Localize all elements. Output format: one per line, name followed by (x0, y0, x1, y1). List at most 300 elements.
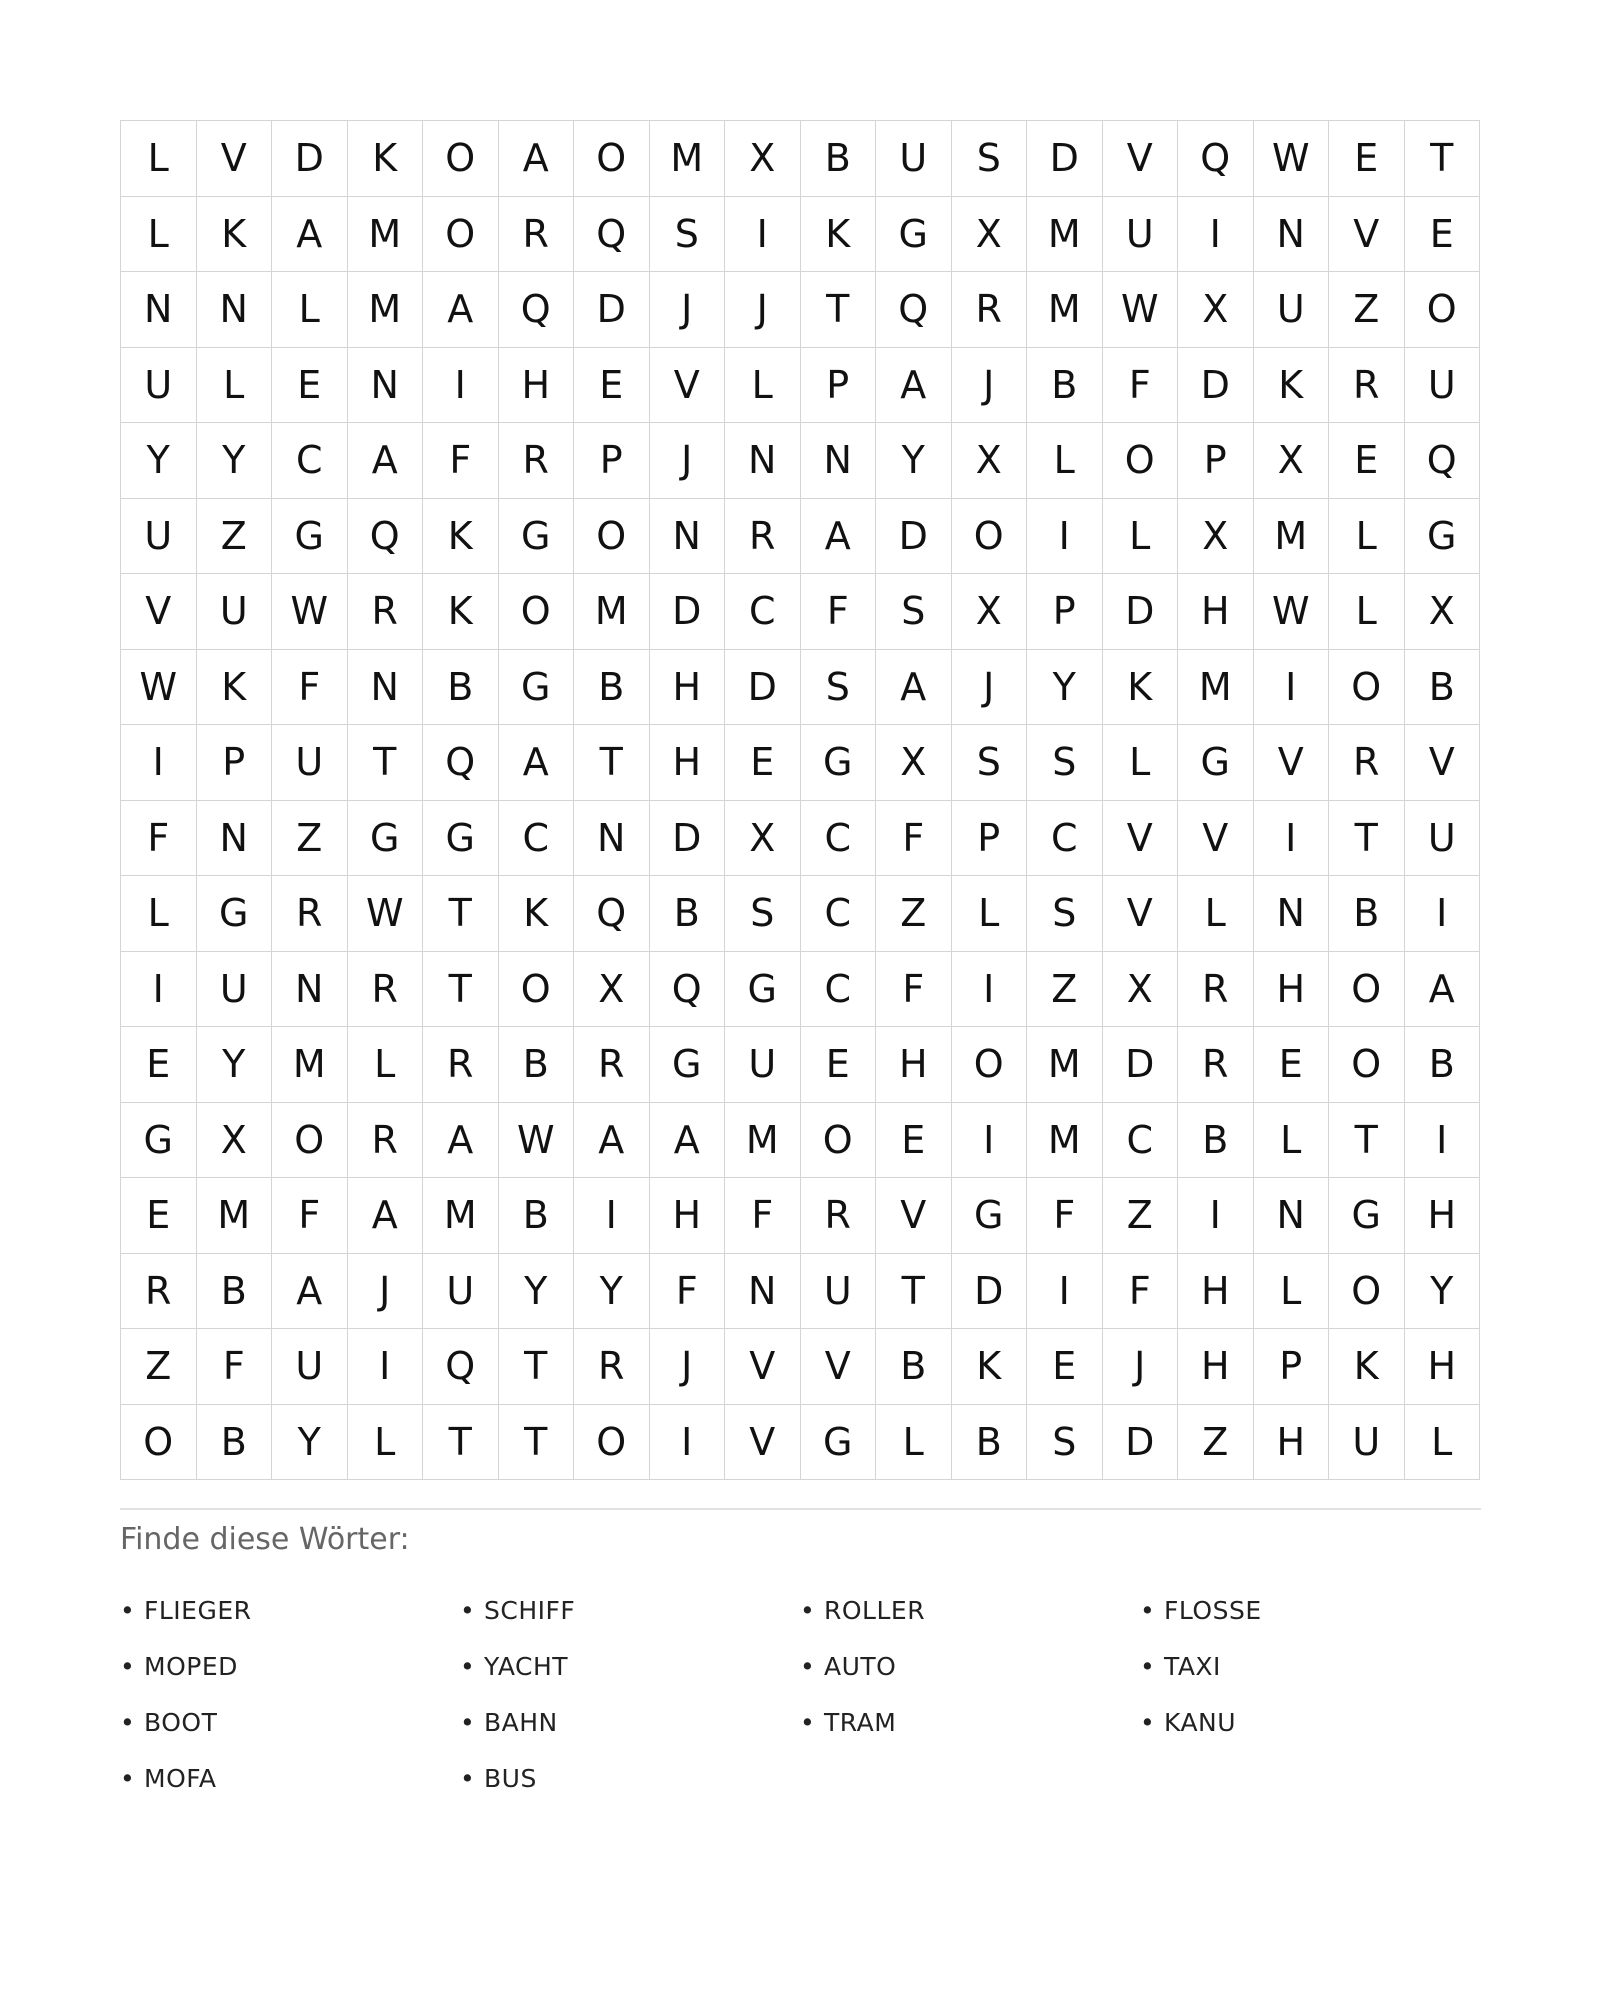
grid-cell[interactable]: U (1254, 272, 1330, 348)
grid-cell[interactable]: N (725, 423, 801, 499)
grid-cell[interactable]: S (952, 121, 1028, 197)
grid-cell[interactable]: A (1405, 952, 1481, 1028)
grid-cell[interactable]: E (725, 725, 801, 801)
grid-cell[interactable]: N (650, 499, 726, 575)
grid-cell[interactable]: K (499, 876, 575, 952)
grid-cell[interactable]: A (423, 1103, 499, 1179)
grid-cell[interactable]: A (499, 121, 575, 197)
grid-cell[interactable]: Z (1178, 1405, 1254, 1481)
grid-cell[interactable]: S (725, 876, 801, 952)
grid-cell[interactable]: O (801, 1103, 877, 1179)
grid-cell[interactable]: S (1027, 876, 1103, 952)
grid-cell[interactable]: B (650, 876, 726, 952)
grid-cell[interactable]: R (574, 1329, 650, 1405)
grid-cell[interactable]: O (272, 1103, 348, 1179)
grid-cell[interactable]: W (1103, 272, 1179, 348)
grid-cell[interactable]: N (348, 650, 424, 726)
grid-cell[interactable]: H (650, 1178, 726, 1254)
grid-cell[interactable]: I (1405, 1103, 1481, 1179)
grid-cell[interactable]: X (1103, 952, 1179, 1028)
grid-cell[interactable]: G (1329, 1178, 1405, 1254)
grid-cell[interactable]: A (272, 197, 348, 273)
grid-cell[interactable]: L (1178, 876, 1254, 952)
grid-cell[interactable]: X (952, 197, 1028, 273)
grid-cell[interactable]: K (197, 650, 273, 726)
grid-cell[interactable]: O (423, 121, 499, 197)
grid-cell[interactable]: E (121, 1027, 197, 1103)
grid-cell[interactable]: F (1027, 1178, 1103, 1254)
grid-cell[interactable]: C (1027, 801, 1103, 877)
grid-cell[interactable]: J (725, 272, 801, 348)
grid-cell[interactable]: K (423, 574, 499, 650)
grid-cell[interactable]: X (574, 952, 650, 1028)
grid-cell[interactable]: U (121, 348, 197, 424)
grid-cell[interactable]: G (121, 1103, 197, 1179)
grid-cell[interactable]: U (1405, 801, 1481, 877)
grid-cell[interactable]: L (1027, 423, 1103, 499)
grid-cell[interactable]: L (348, 1027, 424, 1103)
grid-cell[interactable]: G (876, 197, 952, 273)
grid-cell[interactable]: R (952, 272, 1028, 348)
grid-cell[interactable]: G (499, 650, 575, 726)
grid-cell[interactable]: F (423, 423, 499, 499)
grid-cell[interactable]: I (423, 348, 499, 424)
grid-cell[interactable]: A (876, 650, 952, 726)
grid-cell[interactable]: Y (574, 1254, 650, 1330)
grid-cell[interactable]: E (574, 348, 650, 424)
grid-cell[interactable]: V (121, 574, 197, 650)
grid-cell[interactable]: M (725, 1103, 801, 1179)
grid-cell[interactable]: Q (876, 272, 952, 348)
grid-cell[interactable]: G (348, 801, 424, 877)
grid-cell[interactable]: L (1254, 1103, 1330, 1179)
grid-cell[interactable]: U (197, 574, 273, 650)
grid-cell[interactable]: O (1329, 1254, 1405, 1330)
grid-cell[interactable]: D (876, 499, 952, 575)
grid-cell[interactable]: N (348, 348, 424, 424)
grid-cell[interactable]: T (1329, 801, 1405, 877)
grid-cell[interactable]: W (1254, 121, 1330, 197)
grid-cell[interactable]: D (650, 574, 726, 650)
grid-cell[interactable]: U (1103, 197, 1179, 273)
grid-cell[interactable]: J (952, 348, 1028, 424)
grid-cell[interactable]: L (272, 272, 348, 348)
grid-cell[interactable]: R (499, 197, 575, 273)
grid-cell[interactable]: I (725, 197, 801, 273)
grid-cell[interactable]: S (1027, 1405, 1103, 1481)
grid-cell[interactable]: U (423, 1254, 499, 1330)
grid-cell[interactable]: F (725, 1178, 801, 1254)
grid-cell[interactable]: D (574, 272, 650, 348)
grid-cell[interactable]: R (423, 1027, 499, 1103)
grid-cell[interactable]: O (121, 1405, 197, 1481)
grid-cell[interactable]: Z (272, 801, 348, 877)
grid-cell[interactable]: L (1103, 725, 1179, 801)
grid-cell[interactable]: F (121, 801, 197, 877)
grid-cell[interactable]: X (725, 801, 801, 877)
grid-cell[interactable]: C (272, 423, 348, 499)
grid-cell[interactable]: V (801, 1329, 877, 1405)
grid-cell[interactable]: O (1103, 423, 1179, 499)
grid-cell[interactable]: Y (499, 1254, 575, 1330)
grid-cell[interactable]: W (348, 876, 424, 952)
grid-cell[interactable]: Y (272, 1405, 348, 1481)
grid-cell[interactable]: P (1254, 1329, 1330, 1405)
grid-cell[interactable]: B (1405, 1027, 1481, 1103)
grid-cell[interactable]: I (1178, 1178, 1254, 1254)
grid-cell[interactable]: M (650, 121, 726, 197)
grid-cell[interactable]: J (650, 1329, 726, 1405)
grid-cell[interactable]: I (574, 1178, 650, 1254)
grid-cell[interactable]: V (725, 1329, 801, 1405)
grid-cell[interactable]: H (1178, 1329, 1254, 1405)
grid-cell[interactable]: X (952, 423, 1028, 499)
grid-cell[interactable]: Y (876, 423, 952, 499)
grid-cell[interactable]: K (197, 197, 273, 273)
grid-cell[interactable]: M (1027, 1103, 1103, 1179)
grid-cell[interactable]: B (1329, 876, 1405, 952)
grid-cell[interactable]: R (1178, 952, 1254, 1028)
grid-cell[interactable]: H (1254, 1405, 1330, 1481)
grid-cell[interactable]: T (499, 1329, 575, 1405)
grid-cell[interactable]: M (1027, 272, 1103, 348)
grid-cell[interactable]: C (499, 801, 575, 877)
grid-cell[interactable]: N (801, 423, 877, 499)
grid-cell[interactable]: B (197, 1254, 273, 1330)
grid-cell[interactable]: P (197, 725, 273, 801)
grid-cell[interactable]: X (952, 574, 1028, 650)
grid-cell[interactable]: K (1329, 1329, 1405, 1405)
grid-cell[interactable]: K (801, 197, 877, 273)
grid-cell[interactable]: A (348, 423, 424, 499)
grid-cell[interactable]: L (121, 197, 197, 273)
grid-cell[interactable]: D (650, 801, 726, 877)
grid-cell[interactable]: D (1103, 574, 1179, 650)
grid-cell[interactable]: O (952, 1027, 1028, 1103)
grid-cell[interactable]: F (272, 1178, 348, 1254)
grid-cell[interactable]: V (1103, 876, 1179, 952)
grid-cell[interactable]: J (650, 272, 726, 348)
grid-cell[interactable]: V (876, 1178, 952, 1254)
grid-cell[interactable]: Z (121, 1329, 197, 1405)
grid-cell[interactable]: O (499, 574, 575, 650)
grid-cell[interactable]: T (499, 1405, 575, 1481)
grid-cell[interactable]: T (423, 952, 499, 1028)
grid-cell[interactable]: O (574, 121, 650, 197)
grid-cell[interactable]: E (1027, 1329, 1103, 1405)
grid-cell[interactable]: Z (197, 499, 273, 575)
grid-cell[interactable]: Y (197, 1027, 273, 1103)
grid-cell[interactable]: N (725, 1254, 801, 1330)
grid-cell[interactable]: R (348, 952, 424, 1028)
grid-cell[interactable]: V (1329, 197, 1405, 273)
grid-cell[interactable]: Q (574, 197, 650, 273)
grid-cell[interactable]: U (876, 121, 952, 197)
grid-cell[interactable]: B (1027, 348, 1103, 424)
grid-cell[interactable]: R (725, 499, 801, 575)
grid-cell[interactable]: H (1178, 1254, 1254, 1330)
grid-cell[interactable]: B (876, 1329, 952, 1405)
grid-cell[interactable]: M (348, 197, 424, 273)
grid-cell[interactable]: P (1027, 574, 1103, 650)
grid-cell[interactable]: Q (1405, 423, 1481, 499)
grid-cell[interactable]: N (574, 801, 650, 877)
grid-cell[interactable]: O (1405, 272, 1481, 348)
grid-cell[interactable]: V (1103, 801, 1179, 877)
grid-cell[interactable]: Q (1178, 121, 1254, 197)
grid-cell[interactable]: I (121, 725, 197, 801)
grid-cell[interactable]: R (348, 574, 424, 650)
grid-cell[interactable]: G (801, 1405, 877, 1481)
grid-cell[interactable]: A (272, 1254, 348, 1330)
grid-cell[interactable]: S (876, 574, 952, 650)
grid-cell[interactable]: X (725, 121, 801, 197)
grid-cell[interactable]: G (952, 1178, 1028, 1254)
grid-cell[interactable]: U (1329, 1405, 1405, 1481)
grid-cell[interactable]: M (423, 1178, 499, 1254)
grid-cell[interactable]: I (1178, 197, 1254, 273)
grid-cell[interactable]: V (1178, 801, 1254, 877)
grid-cell[interactable]: R (272, 876, 348, 952)
grid-cell[interactable]: O (1329, 650, 1405, 726)
grid-cell[interactable]: Y (1027, 650, 1103, 726)
grid-cell[interactable]: V (1103, 121, 1179, 197)
grid-cell[interactable]: Z (1027, 952, 1103, 1028)
grid-cell[interactable]: G (1178, 725, 1254, 801)
grid-cell[interactable]: Q (499, 272, 575, 348)
grid-cell[interactable]: M (1027, 197, 1103, 273)
grid-cell[interactable]: X (1178, 499, 1254, 575)
grid-cell[interactable]: E (1329, 121, 1405, 197)
grid-cell[interactable]: R (1329, 725, 1405, 801)
grid-cell[interactable]: I (1405, 876, 1481, 952)
grid-cell[interactable]: Z (1103, 1178, 1179, 1254)
grid-cell[interactable]: G (725, 952, 801, 1028)
grid-cell[interactable]: G (650, 1027, 726, 1103)
grid-cell[interactable]: R (1178, 1027, 1254, 1103)
grid-cell[interactable]: W (121, 650, 197, 726)
grid-cell[interactable]: T (423, 876, 499, 952)
grid-cell[interactable]: F (1103, 1254, 1179, 1330)
grid-cell[interactable]: U (1405, 348, 1481, 424)
grid-cell[interactable]: K (952, 1329, 1028, 1405)
grid-cell[interactable]: Q (348, 499, 424, 575)
grid-cell[interactable]: A (348, 1178, 424, 1254)
grid-cell[interactable]: H (1405, 1178, 1481, 1254)
grid-cell[interactable]: R (801, 1178, 877, 1254)
grid-cell[interactable]: B (423, 650, 499, 726)
grid-cell[interactable]: C (801, 952, 877, 1028)
grid-cell[interactable]: U (197, 952, 273, 1028)
grid-cell[interactable]: L (952, 876, 1028, 952)
grid-cell[interactable]: W (272, 574, 348, 650)
grid-cell[interactable]: N (197, 801, 273, 877)
grid-cell[interactable]: I (952, 1103, 1028, 1179)
grid-cell[interactable]: Y (1405, 1254, 1481, 1330)
grid-cell[interactable]: Q (423, 725, 499, 801)
grid-cell[interactable]: E (272, 348, 348, 424)
grid-cell[interactable]: H (1405, 1329, 1481, 1405)
grid-cell[interactable]: N (121, 272, 197, 348)
grid-cell[interactable]: V (1254, 725, 1330, 801)
grid-cell[interactable]: F (876, 801, 952, 877)
grid-cell[interactable]: B (197, 1405, 273, 1481)
grid-cell[interactable]: S (952, 725, 1028, 801)
grid-cell[interactable]: K (348, 121, 424, 197)
grid-cell[interactable]: R (499, 423, 575, 499)
grid-cell[interactable]: A (499, 725, 575, 801)
grid-cell[interactable]: I (348, 1329, 424, 1405)
grid-cell[interactable]: F (272, 650, 348, 726)
grid-cell[interactable]: M (574, 574, 650, 650)
grid-cell[interactable]: P (801, 348, 877, 424)
grid-cell[interactable]: G (197, 876, 273, 952)
grid-cell[interactable]: L (876, 1405, 952, 1481)
grid-cell[interactable]: N (1254, 876, 1330, 952)
grid-cell[interactable]: A (423, 272, 499, 348)
grid-cell[interactable]: X (1254, 423, 1330, 499)
grid-cell[interactable]: E (1329, 423, 1405, 499)
grid-cell[interactable]: T (348, 725, 424, 801)
grid-cell[interactable]: M (1178, 650, 1254, 726)
grid-cell[interactable]: F (650, 1254, 726, 1330)
grid-cell[interactable]: O (574, 1405, 650, 1481)
grid-cell[interactable]: T (1405, 121, 1481, 197)
grid-cell[interactable]: U (272, 1329, 348, 1405)
grid-cell[interactable]: I (1027, 1254, 1103, 1330)
grid-cell[interactable]: Z (876, 876, 952, 952)
grid-cell[interactable]: H (876, 1027, 952, 1103)
grid-cell[interactable]: M (197, 1178, 273, 1254)
grid-cell[interactable]: U (801, 1254, 877, 1330)
grid-cell[interactable]: J (952, 650, 1028, 726)
grid-cell[interactable]: G (272, 499, 348, 575)
grid-cell[interactable]: C (801, 801, 877, 877)
grid-cell[interactable]: D (1178, 348, 1254, 424)
grid-cell[interactable]: E (876, 1103, 952, 1179)
grid-cell[interactable]: A (801, 499, 877, 575)
grid-cell[interactable]: D (725, 650, 801, 726)
grid-cell[interactable]: I (121, 952, 197, 1028)
grid-cell[interactable]: L (197, 348, 273, 424)
grid-cell[interactable]: R (121, 1254, 197, 1330)
grid-cell[interactable]: O (423, 197, 499, 273)
grid-cell[interactable]: C (801, 876, 877, 952)
grid-cell[interactable]: F (197, 1329, 273, 1405)
grid-cell[interactable]: A (574, 1103, 650, 1179)
grid-cell[interactable]: D (1103, 1027, 1179, 1103)
grid-cell[interactable]: M (1254, 499, 1330, 575)
grid-cell[interactable]: V (725, 1405, 801, 1481)
grid-cell[interactable]: J (348, 1254, 424, 1330)
grid-cell[interactable]: B (1405, 650, 1481, 726)
grid-cell[interactable]: Q (574, 876, 650, 952)
grid-cell[interactable]: L (348, 1405, 424, 1481)
grid-cell[interactable]: Z (1329, 272, 1405, 348)
grid-cell[interactable]: M (272, 1027, 348, 1103)
grid-cell[interactable]: F (1103, 348, 1179, 424)
grid-cell[interactable]: C (725, 574, 801, 650)
grid-cell[interactable]: H (650, 650, 726, 726)
grid-cell[interactable]: R (574, 1027, 650, 1103)
grid-cell[interactable]: T (423, 1405, 499, 1481)
grid-cell[interactable]: N (1254, 1178, 1330, 1254)
grid-cell[interactable]: A (650, 1103, 726, 1179)
grid-cell[interactable]: C (1103, 1103, 1179, 1179)
grid-cell[interactable]: I (1254, 650, 1330, 726)
grid-cell[interactable]: U (121, 499, 197, 575)
grid-cell[interactable]: L (1329, 574, 1405, 650)
grid-cell[interactable]: I (1254, 801, 1330, 877)
grid-cell[interactable]: L (1329, 499, 1405, 575)
grid-cell[interactable]: B (499, 1178, 575, 1254)
grid-cell[interactable]: K (423, 499, 499, 575)
grid-cell[interactable]: W (1254, 574, 1330, 650)
grid-cell[interactable]: I (952, 952, 1028, 1028)
grid-cell[interactable]: N (272, 952, 348, 1028)
grid-cell[interactable]: M (348, 272, 424, 348)
grid-cell[interactable]: J (1103, 1329, 1179, 1405)
grid-cell[interactable]: B (1178, 1103, 1254, 1179)
grid-cell[interactable]: T (1329, 1103, 1405, 1179)
grid-cell[interactable]: D (1103, 1405, 1179, 1481)
grid-cell[interactable]: G (423, 801, 499, 877)
grid-cell[interactable]: V (197, 121, 273, 197)
grid-cell[interactable]: B (952, 1405, 1028, 1481)
grid-cell[interactable]: N (197, 272, 273, 348)
grid-cell[interactable]: B (574, 650, 650, 726)
grid-cell[interactable]: H (650, 725, 726, 801)
grid-cell[interactable]: E (1405, 197, 1481, 273)
grid-cell[interactable]: S (801, 650, 877, 726)
grid-cell[interactable]: Q (423, 1329, 499, 1405)
grid-cell[interactable]: J (650, 423, 726, 499)
grid-cell[interactable]: K (1103, 650, 1179, 726)
grid-cell[interactable]: R (1329, 348, 1405, 424)
grid-cell[interactable]: P (1178, 423, 1254, 499)
grid-cell[interactable]: G (499, 499, 575, 575)
grid-cell[interactable]: T (876, 1254, 952, 1330)
grid-cell[interactable]: K (1254, 348, 1330, 424)
grid-cell[interactable]: O (952, 499, 1028, 575)
grid-cell[interactable]: X (1405, 574, 1481, 650)
grid-cell[interactable]: X (197, 1103, 273, 1179)
grid-cell[interactable]: X (876, 725, 952, 801)
grid-cell[interactable]: F (876, 952, 952, 1028)
grid-cell[interactable]: L (1405, 1405, 1481, 1481)
grid-cell[interactable]: L (1103, 499, 1179, 575)
grid-cell[interactable]: Y (121, 423, 197, 499)
grid-cell[interactable]: U (272, 725, 348, 801)
grid-cell[interactable]: D (272, 121, 348, 197)
grid-cell[interactable]: B (801, 121, 877, 197)
grid-cell[interactable]: E (801, 1027, 877, 1103)
grid-cell[interactable]: Q (650, 952, 726, 1028)
grid-cell[interactable]: X (1178, 272, 1254, 348)
grid-cell[interactable]: L (725, 348, 801, 424)
grid-cell[interactable]: G (1405, 499, 1481, 575)
grid-cell[interactable]: T (574, 725, 650, 801)
grid-cell[interactable]: O (499, 952, 575, 1028)
grid-cell[interactable]: H (499, 348, 575, 424)
grid-cell[interactable]: W (499, 1103, 575, 1179)
grid-cell[interactable]: E (1254, 1027, 1330, 1103)
grid-cell[interactable]: L (121, 876, 197, 952)
grid-cell[interactable]: O (1329, 1027, 1405, 1103)
grid-cell[interactable]: H (1254, 952, 1330, 1028)
grid-cell[interactable]: V (650, 348, 726, 424)
grid-cell[interactable]: I (1027, 499, 1103, 575)
